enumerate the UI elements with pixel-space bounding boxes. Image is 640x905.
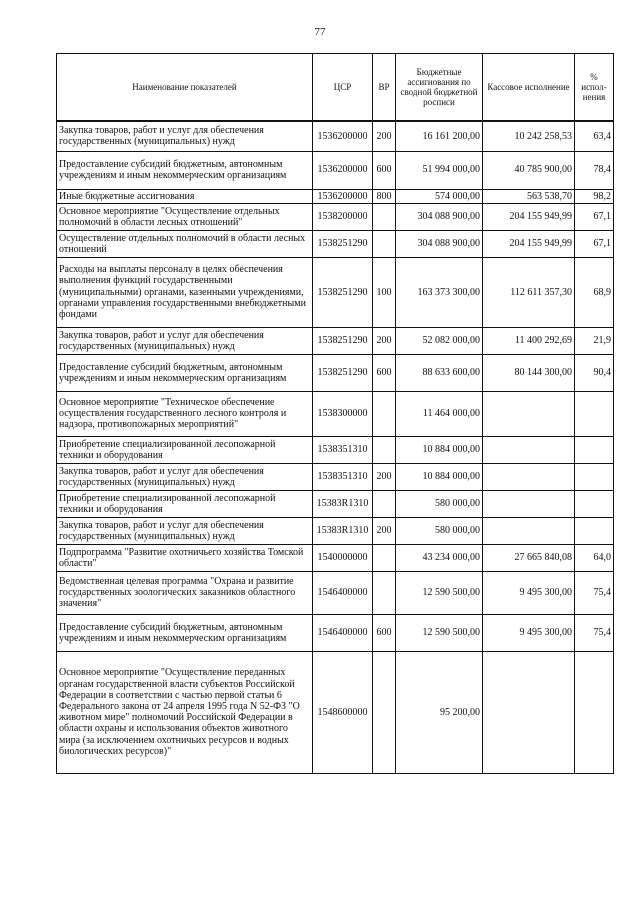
cell-vr <box>373 651 396 773</box>
header-name: Наименование показателей <box>57 54 313 122</box>
cell-pct: 67,1 <box>575 230 614 257</box>
cell-pct <box>575 391 614 436</box>
table-row <box>57 151 614 189</box>
table-row <box>57 327 614 354</box>
cell-name: Закупка товаров, работ и услуг для обеспечения государственных (муниципальных) нужд <box>57 121 313 151</box>
cell-fact: 11 400 292,69 <box>483 327 575 354</box>
cell-name: Приобретение специализированной лесопожарной техники и оборудования <box>57 490 313 517</box>
cell-pct: 67,1 <box>575 203 614 230</box>
cell-vr: 800 <box>373 189 396 203</box>
header-plan: Бюджетные ассигнования по сводной бюджетной росписи <box>396 54 483 122</box>
cell-vr: 200 <box>373 327 396 354</box>
cell-pct <box>575 517 614 544</box>
cell-pct: 68,9 <box>575 257 614 327</box>
cell-csr: 1538251290 <box>313 354 373 391</box>
cell-fact <box>483 517 575 544</box>
cell-vr <box>373 203 396 230</box>
cell-pct: 75,4 <box>575 614 614 651</box>
table-header-row <box>57 54 614 122</box>
cell-vr: 600 <box>373 614 396 651</box>
cell-name: Предоставление субсидий бюджетным, автономным учреждениям и иным некоммерческим организациям <box>57 354 313 391</box>
cell-name: Приобретение специализированной лесопожарной техники и оборудования <box>57 436 313 463</box>
table-row <box>57 391 614 436</box>
table-body <box>57 121 614 773</box>
cell-plan: 11 464 000,00 <box>396 391 483 436</box>
cell-plan: 51 994 000,00 <box>396 151 483 189</box>
table-row <box>57 651 614 773</box>
table-row <box>57 463 614 490</box>
cell-fact: 204 155 949,99 <box>483 203 575 230</box>
cell-csr: 1538351310 <box>313 463 373 490</box>
cell-name: Подпрограмма "Развитие охотничьего хозяйства Томской области" <box>57 544 313 571</box>
budget-table <box>56 53 614 774</box>
cell-fact: 204 155 949,99 <box>483 230 575 257</box>
cell-plan: 10 884 000,00 <box>396 436 483 463</box>
cell-csr: 1538200000 <box>313 203 373 230</box>
header-csr: ЦСР <box>313 54 373 122</box>
cell-pct <box>575 651 614 773</box>
cell-name: Основное мероприятие "Техническое обеспечение осуществления государственного лесного контроля и надзора, противопожарных мероприятий" <box>57 391 313 436</box>
cell-vr: 200 <box>373 121 396 151</box>
header-pct: % испол-нения <box>575 54 614 122</box>
cell-vr: 600 <box>373 354 396 391</box>
cell-csr: 1538351310 <box>313 436 373 463</box>
cell-name: Предоставление субсидий бюджетным, автономным учреждениям и иным некоммерческим организациям <box>57 151 313 189</box>
cell-pct: 98,2 <box>575 189 614 203</box>
cell-plan: 88 633 600,00 <box>396 354 483 391</box>
table-row <box>57 571 614 614</box>
cell-plan: 52 082 000,00 <box>396 327 483 354</box>
cell-plan: 304 088 900,00 <box>396 203 483 230</box>
header-vr: ВР <box>373 54 396 122</box>
cell-vr <box>373 571 396 614</box>
cell-csr: 15383R1310 <box>313 517 373 544</box>
header-fact: Кассовое исполнение <box>483 54 575 122</box>
cell-fact <box>483 391 575 436</box>
cell-vr: 200 <box>373 517 396 544</box>
cell-plan: 580 000,00 <box>396 490 483 517</box>
cell-plan: 163 373 300,00 <box>396 257 483 327</box>
cell-pct: 63,4 <box>575 121 614 151</box>
cell-plan: 10 884 000,00 <box>396 463 483 490</box>
cell-pct: 90,4 <box>575 354 614 391</box>
cell-name: Предоставление субсидий бюджетным, автономным учреждениям и иным некоммерческим организациям <box>57 614 313 651</box>
cell-fact <box>483 490 575 517</box>
cell-name: Закупка товаров, работ и услуг для обеспечения государственных (муниципальных) нужд <box>57 463 313 490</box>
cell-csr: 1536200000 <box>313 121 373 151</box>
cell-csr: 15383R1310 <box>313 490 373 517</box>
cell-fact: 9 495 300,00 <box>483 571 575 614</box>
cell-fact: 80 144 300,00 <box>483 354 575 391</box>
cell-name: Основное мероприятие "Осуществление отдельных полномочий в области лесных отношений" <box>57 203 313 230</box>
cell-plan: 43 234 000,00 <box>396 544 483 571</box>
cell-vr <box>373 391 396 436</box>
table-row <box>57 614 614 651</box>
cell-pct <box>575 490 614 517</box>
cell-csr: 1538251290 <box>313 230 373 257</box>
cell-pct: 75,4 <box>575 571 614 614</box>
cell-name: Основное мероприятие "Осуществление переданных органам государственной власти субъектов Российской Федерации в соответствии с частью первой статьи 6 Федерального закона от 24 апреля 1995 года N 52-ФЗ "О животном мире" полномочий Российской Федерации в области охраны и использования объектов животного мира (за исключением охотничьих ресурсов и водных биологических ресурсов)" <box>57 651 313 773</box>
cell-fact: 40 785 900,00 <box>483 151 575 189</box>
cell-csr: 1548600000 <box>313 651 373 773</box>
cell-plan: 12 590 500,00 <box>396 614 483 651</box>
cell-csr: 1546400000 <box>313 571 373 614</box>
cell-fact <box>483 436 575 463</box>
cell-name: Ведомственная целевая программа "Охрана и развитие государственных зоологических заказников областного значения" <box>57 571 313 614</box>
table-row <box>57 517 614 544</box>
cell-plan: 95 200,00 <box>396 651 483 773</box>
cell-csr: 1536200000 <box>313 189 373 203</box>
cell-plan: 16 161 200,00 <box>396 121 483 151</box>
cell-csr: 1538251290 <box>313 327 373 354</box>
cell-plan: 304 088 900,00 <box>396 230 483 257</box>
cell-fact: 112 611 357,30 <box>483 257 575 327</box>
cell-csr: 1538251290 <box>313 257 373 327</box>
cell-csr: 1536200000 <box>313 151 373 189</box>
cell-vr <box>373 544 396 571</box>
table-row <box>57 354 614 391</box>
cell-vr: 100 <box>373 257 396 327</box>
table-row <box>57 257 614 327</box>
cell-pct: 64,0 <box>575 544 614 571</box>
table-row <box>57 490 614 517</box>
table-row <box>57 230 614 257</box>
table-row <box>57 436 614 463</box>
cell-name: Закупка товаров, работ и услуг для обеспечения государственных (муниципальных) нужд <box>57 517 313 544</box>
cell-fact: 27 665 840,08 <box>483 544 575 571</box>
cell-plan: 580 000,00 <box>396 517 483 544</box>
cell-fact <box>483 651 575 773</box>
cell-vr <box>373 490 396 517</box>
cell-vr: 200 <box>373 463 396 490</box>
cell-name: Закупка товаров, работ и услуг для обеспечения государственных (муниципальных) нужд <box>57 327 313 354</box>
cell-pct <box>575 463 614 490</box>
cell-fact <box>483 463 575 490</box>
cell-pct: 21,9 <box>575 327 614 354</box>
cell-csr: 1540000000 <box>313 544 373 571</box>
cell-vr <box>373 230 396 257</box>
table-row <box>57 189 614 203</box>
cell-fact: 9 495 300,00 <box>483 614 575 651</box>
cell-name: Осуществление отдельных полномочий в области лесных отношений <box>57 230 313 257</box>
cell-fact: 10 242 258,53 <box>483 121 575 151</box>
cell-pct <box>575 436 614 463</box>
cell-plan: 574 000,00 <box>396 189 483 203</box>
cell-vr <box>373 436 396 463</box>
cell-pct: 78,4 <box>575 151 614 189</box>
cell-fact: 563 538,70 <box>483 189 575 203</box>
cell-csr: 1538300000 <box>313 391 373 436</box>
cell-vr: 600 <box>373 151 396 189</box>
page-number: 77 <box>314 26 326 38</box>
table-row <box>57 203 614 230</box>
cell-name: Расходы на выплаты персоналу в целях обеспечения выполнения функций государственными (муниципальными) органами, казенными учреждениями, органами управления государственными внебюджетными фондами <box>57 257 313 327</box>
cell-plan: 12 590 500,00 <box>396 571 483 614</box>
table-row <box>57 121 614 151</box>
cell-name: Иные бюджетные ассигнования <box>57 189 313 203</box>
table-row <box>57 544 614 571</box>
cell-csr: 1546400000 <box>313 614 373 651</box>
